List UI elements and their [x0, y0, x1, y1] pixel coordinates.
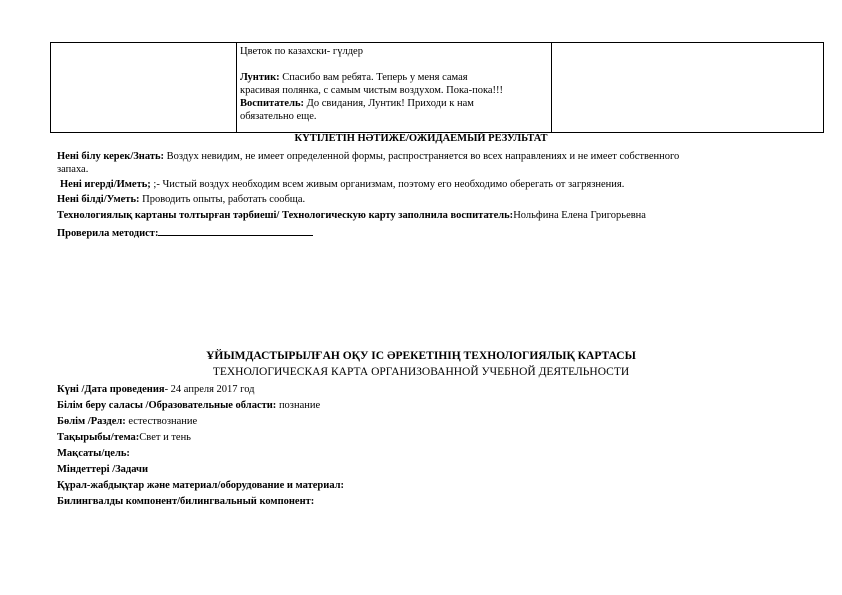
- luntik-line: [240, 71, 548, 84]
- table-cell-empty-right: [552, 43, 824, 133]
- able-text: Проводить опыты, работать сообща.: [139, 194, 306, 205]
- section-value: естествознание: [125, 416, 198, 427]
- date-line: [57, 383, 255, 396]
- area-line: [57, 399, 320, 412]
- topic-value: Свет и тень: [139, 432, 191, 443]
- have-line: [60, 178, 624, 191]
- techcard-line: [57, 209, 646, 222]
- able-label: Нені білді/Уметь:: [57, 194, 140, 205]
- signature-blank-line: [158, 225, 313, 236]
- section-label: Бөлім /Раздел:: [57, 416, 126, 427]
- date-value: - 24 апреля 2017 год: [164, 384, 255, 395]
- topic-line: [57, 431, 191, 444]
- have-text: ;- Чистый воздух необходим всем живым организмам, поэтому его необходимо оберегать от загрязнения.: [150, 179, 625, 190]
- have-label: Нені игерді/Иметь;: [60, 179, 151, 190]
- area-value: познание: [276, 400, 321, 411]
- know-label: Нені білу керек/Знать:: [57, 151, 165, 162]
- luntik-speaker: Лунтик:: [240, 72, 280, 83]
- checked-label: Проверила методист:: [57, 228, 159, 239]
- area-label: Білім беру саласы /Образовательные области:: [57, 400, 277, 411]
- tasks-label: Міндеттері /Задачи: [57, 464, 149, 475]
- know-text-1: Воздух невидим, не имеет определенной формы, распространяется во всех направлениях и не имеет собственного: [164, 151, 680, 162]
- teacher-text-2: обязательно еще.: [240, 111, 317, 122]
- table-cell-empty-left: [51, 43, 237, 133]
- teacher-line: [240, 97, 548, 110]
- teacher-speaker: Воспитатель:: [240, 98, 305, 109]
- dialogue-table: [50, 42, 824, 133]
- bilingual-label: Билингвалды компонент/билингвальный компонент:: [57, 496, 315, 507]
- know-text-2: запаха.: [57, 164, 89, 175]
- checked-line: [57, 225, 313, 240]
- card-title-kz: ҰЙЫМДАСТЫРЫЛҒАН ОҚУ ІС ӘРЕКЕТІНІҢ ТЕХНОЛОГИЯЛЫҚ КАРТАСЫ: [206, 350, 636, 362]
- able-line: [57, 193, 305, 206]
- section-line: [57, 415, 197, 428]
- luntik-text-2: красивая полянка, с самым чистым воздухом. Пока-пока!!!: [240, 85, 504, 96]
- luntik-text-1: Спасибо вам ребята. Теперь у меня самая: [279, 72, 468, 83]
- goal-label: Мақсаты/цель:: [57, 448, 130, 459]
- techcard-label: Технологиялық картаны толтырған тәрбиеші/ Технологическую карту заполнила воспитатель:: [57, 210, 514, 221]
- card-title-ru: ТЕХНОЛОГИЧЕСКАЯ КАРТА ОРГАНИЗОВАННОЙ УЧЕБНОЙ ДЕЯТЕЛЬНОСТИ: [212, 366, 630, 378]
- table-cell-dialogue: [237, 43, 552, 133]
- equipment-label: Құрал-жабдықтар және материал/оборудование и материал:: [57, 480, 345, 491]
- techcard-text: Нольфина Елена Григорьевна: [513, 210, 646, 221]
- result-heading: КҮТІЛЕТІН НӘТИЖЕ/ОЖИДАЕМЫЙ РЕЗУЛЬТАТ: [294, 133, 548, 144]
- know-line: [57, 150, 679, 163]
- topic-label: Тақырыбы/тема:: [57, 432, 140, 443]
- flowers-line: Цветок по казахски- гүлдер: [240, 46, 363, 57]
- teacher-text-1: До свидания, Лунтик! Приходи к нам: [304, 98, 474, 109]
- date-label: Күні /Дата проведения: [57, 384, 165, 395]
